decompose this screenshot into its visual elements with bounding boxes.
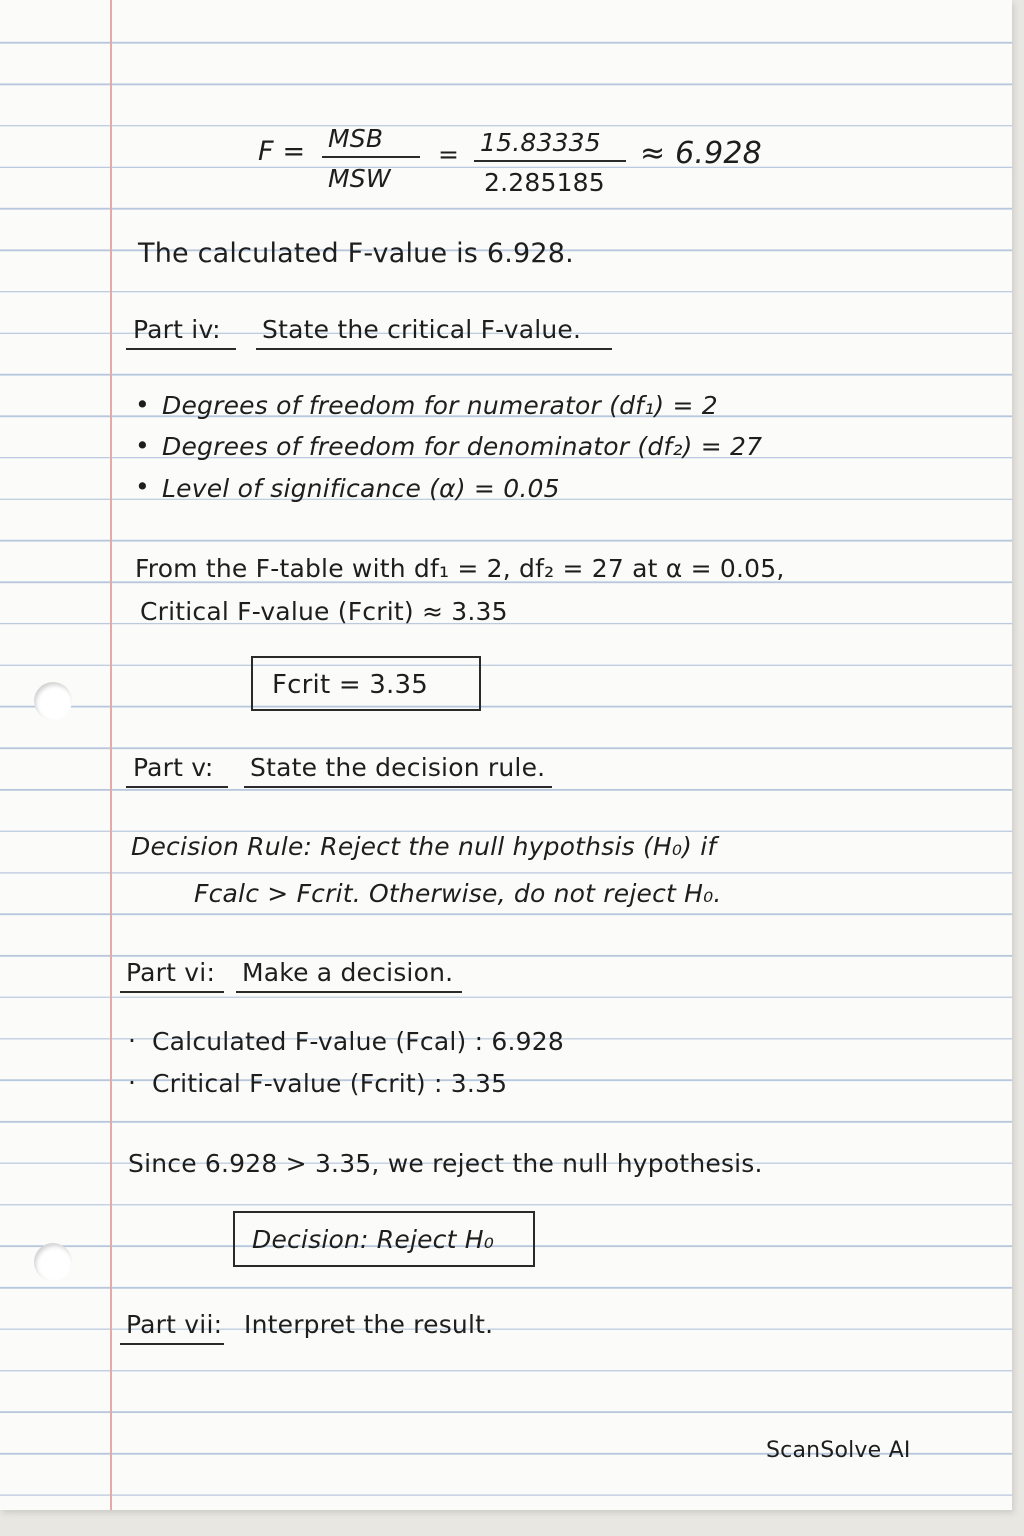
decision-rule-line-1: Decision Rule: Reject the null hypothsis (H₀) if [131, 832, 717, 861]
formula-den-value: 2.285185 [484, 168, 605, 197]
formula-lhs: F = [258, 136, 306, 167]
part-v-title: State the decision rule. [250, 753, 546, 782]
decision-box-text: Decision: Reject H₀ [252, 1225, 494, 1254]
decision-rule-line-2: Fcalc > Fcrit. Otherwise, do not reject H₀. [194, 879, 722, 908]
bullet-dot: · [128, 1068, 137, 1097]
bullet-dot: • [135, 390, 150, 419]
part-iv-label: Part iv: [133, 315, 221, 344]
underline [120, 991, 224, 993]
formula-approx: ≈ 6.928 [640, 136, 762, 171]
part-vi-bullet-2: Critical F-value (Fcrit) : 3.35 [152, 1069, 508, 1098]
formula-denominator: MSW [328, 164, 391, 193]
calc-sentence: The calculated F-value is 6.928. [138, 238, 574, 269]
underline [126, 348, 236, 350]
part-iv-bullet-3: Level of significance (α) = 0.05 [162, 474, 560, 503]
margin-line [110, 0, 112, 1510]
critical-value-line: Critical F-value (Fcrit) ≈ 3.35 [140, 597, 508, 626]
underline [126, 786, 228, 788]
part-vii-label: Part vii: [126, 1310, 223, 1339]
formula-num-value: 15.83335 [480, 128, 601, 157]
bullet-dot: • [135, 472, 150, 501]
bullet-dot: · [128, 1026, 137, 1055]
fraction-bar [474, 160, 626, 162]
underline [244, 786, 552, 788]
scansolve-watermark: ScanSolve AI [766, 1438, 911, 1463]
part-iv-bullet-2: Degrees of freedom for denominator (df₂) = 27 [162, 432, 763, 461]
part-iv-bullet-1: Degrees of freedom for numerator (df₁) = 2 [162, 391, 718, 420]
part-vii-title: Interpret the result. [244, 1310, 494, 1339]
part-v-label: Part v: [133, 753, 214, 782]
part-iv-title: State the critical F-value. [262, 315, 582, 344]
part-vi-label: Part vi: [126, 958, 216, 987]
underline [256, 348, 612, 350]
part-vi-bullet-1: Calculated F-value (Fcal) : 6.928 [152, 1027, 564, 1056]
since-sentence: Since 6.928 > 3.35, we reject the null hypothesis. [128, 1149, 763, 1178]
punch-hole [34, 1243, 72, 1281]
punch-hole [34, 682, 72, 720]
fcrit-box-text: Fcrit = 3.35 [272, 670, 428, 700]
f-table-line: From the F-table with df₁ = 2, df₂ = 27 at α = 0.05, [135, 554, 785, 583]
part-vi-title: Make a decision. [242, 958, 454, 987]
underline [120, 1343, 224, 1345]
bullet-dot: • [135, 431, 150, 460]
formula-equals: = [438, 140, 460, 169]
formula-numerator: MSB [328, 124, 384, 153]
underline [236, 991, 462, 993]
fraction-bar [322, 156, 420, 158]
